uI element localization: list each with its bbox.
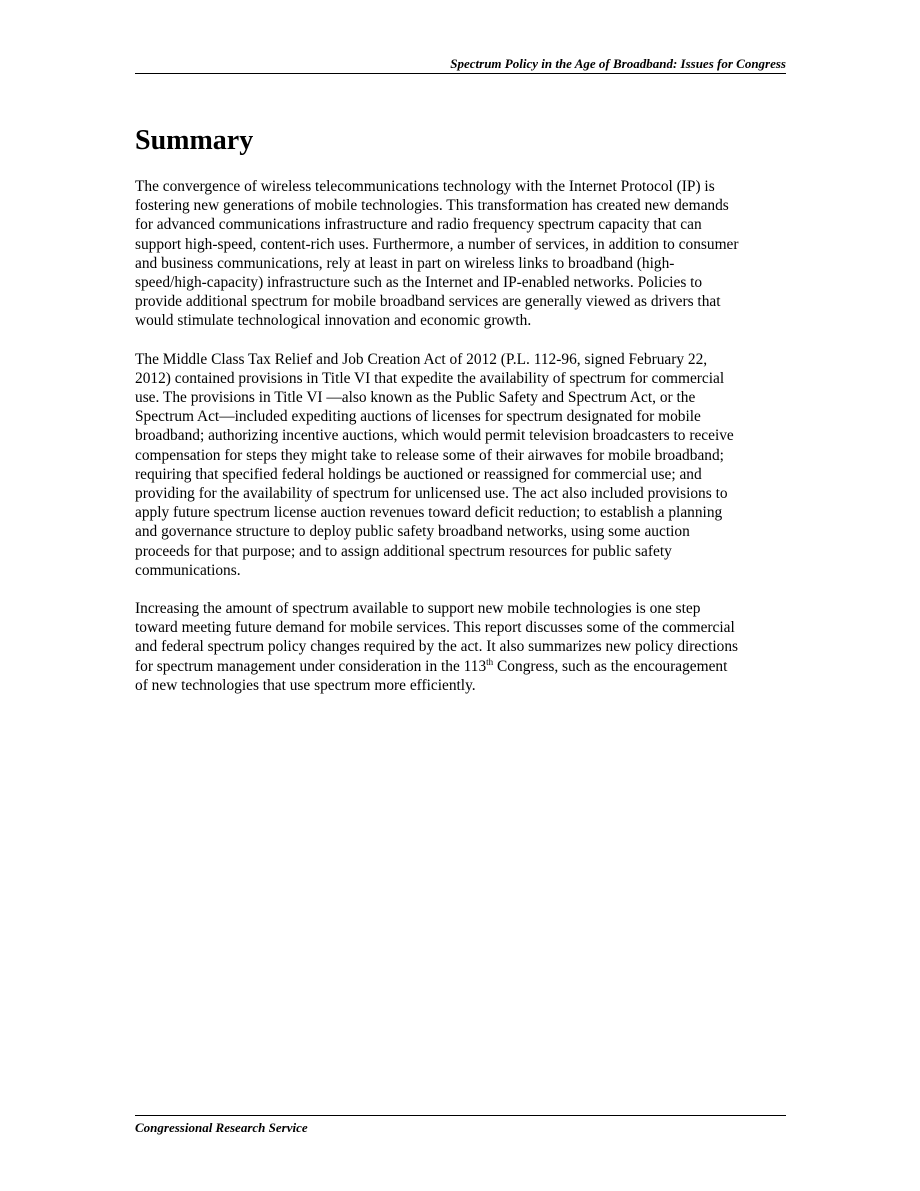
summary-body (135, 177, 790, 714)
paragraph-text-start: Increasing the amount of spectrum available to support new mobile technologies is one step toward meeting future demand for mobile services. This report discusses some of the commercial and federal spectrum policy changes required by the act. It also summarizes new policy directions for spectrum management under consideration in the 113 (135, 600, 739, 675)
running-footer: Congressional Research Service (135, 1120, 308, 1135)
paragraph-tax-relief-act: The Middle Class Tax Relief and Job Creation Act of 2012 (P.L. 112-96, signed February 22, 2012) contained provisions in Title VI that expedite the availability of spectrum for commercial use. The provisions in Title VI —also known as the Public Safety and Spectrum Act, or the Spectrum Act—included expediting auctions of licenses for spectrum designated for mobile broadband; authorizing incentive auctions, which would permit television broadcasters to receive compensation for steps they might take to release some of their airwaves for mobile broadband; requiring that specified federal holdings be auctioned or reassigned for commercial use; and providing for the availability of spectrum for unlicensed use. The act also included provisions to apply future spectrum license auction revenues toward deficit reduction; to establish a planning and governance structure to deploy public safety broadband networks, using some auction proceeds for that purpose; and to assign additional spectrum resources for public safety communications. (135, 350, 734, 579)
header-rule (135, 73, 786, 74)
running-header: Spectrum Policy in the Age of Broadband: Issues for Congress (450, 56, 786, 71)
paragraph-spectrum-availability (135, 599, 790, 695)
paragraph-convergence: The convergence of wireless telecommunications technology with the Internet Protocol (IP) is fostering new generations of mobile technologies. This transformation has created new demands for advanced communications infrastructure and radio frequency spectrum capacity that can support high-speed, content-rich uses. Furthermore, a number of services, in addition to consumer and business communications, rely at least in part on wireless links to broadband (high- speed/high-capacity) infrastructure such as the Internet and IP-enabled networks. Policies to provide additional spectrum for mobile broadband services are generally viewed as drivers that would stimulate technological innovation and economic growth. (135, 178, 739, 330)
footer-rule (135, 1115, 786, 1116)
paragraph-text-end: Congress, such as the encouragement of new technologies that use spectrum more efficiently. (135, 657, 728, 694)
section-title: Summary (135, 125, 254, 156)
ordinal-superscript: th (486, 656, 494, 667)
